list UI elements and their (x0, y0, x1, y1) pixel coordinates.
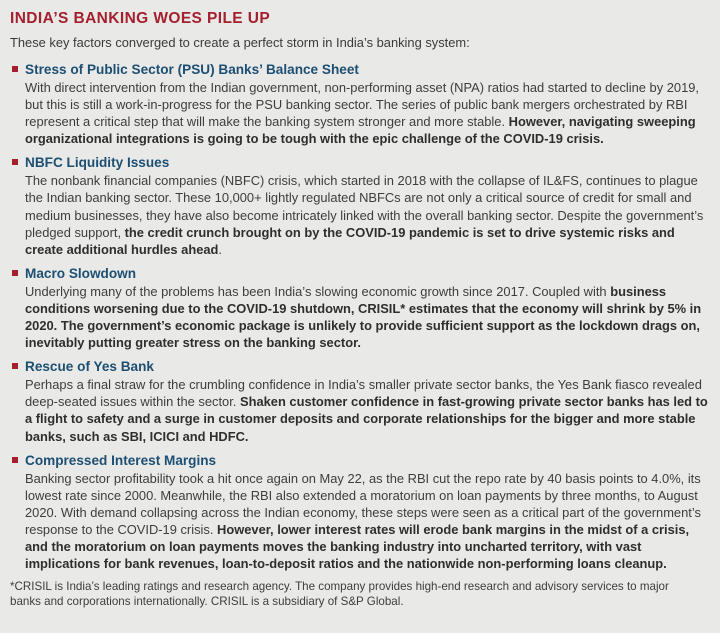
section-heading: Compressed Interest Margins (25, 452, 217, 468)
square-bullet-icon (12, 457, 18, 463)
section-body-emphasis: Shaken customer confidence in fast-growing private sector banks has led to a flight to safety and a surge in customer deposits and corporate relationships for the bigger and more stable banks, such as SBI, ICICI and HDFC. (25, 394, 708, 444)
square-bullet-icon (12, 270, 18, 276)
section-body (25, 376, 710, 444)
section-body-text: Banking sector profitability took a hit once again on May 22, as the RBI cut the repo rate by 40 basis points to 4.0%, its lowest rate since 2000. Meanwhile, the RBI also extended a moratorium on loan payments by three months, to August 2020. With demand collapsing across the Indian economy, these steps were seen as a critical part of the government’s response to the COVID-19 crisis. (25, 470, 701, 537)
section-psu-balance-sheet (10, 61, 710, 147)
section-body-emphasis: However, lower interest rates will erode bank margins in the midst of a crisis, and the moratorium on loan payments moves the banking industry into uncharted territory, with vast implications for bank revenues, loan-to-deposit ratios and the nationwide non-performing loans cleanup. (25, 521, 690, 572)
section-body-text: Underlying many of the problems has been India’s slowing economic growth since 2017. Coupled with (25, 283, 607, 299)
section-body (25, 172, 710, 257)
square-bullet-icon (12, 159, 18, 165)
section-nbfc-liquidity (10, 154, 710, 257)
section-body-text: Perhaps a final straw for the crumbling confidence in India’s smaller private sector banks, the Yes Bank fiasco revealed deep-seated issues within the sector. (25, 377, 702, 410)
section-body-emphasis: the credit crunch brought on by the COVID-19 pandemic is set to drive systemic risks and create additional hurdles ahead (25, 224, 675, 257)
section-body (25, 283, 710, 351)
square-bullet-icon (12, 66, 18, 72)
section-body-emphasis: business conditions worsening due to the COVID-19 shutdown, CRISIL* estimates that the economy will shrink by 5% in 2020. The government’s economic package is unlikely to provide sufficient support as the lockdown drags on, inevitably putting greater stress on the banking sector. (25, 283, 702, 351)
section-heading: NBFC Liquidity Issues (25, 155, 170, 171)
square-bullet-icon (12, 363, 18, 369)
infobox-title: INDIA’S BANKING WOES PILE UP (10, 10, 271, 27)
intro-text: These key factors converged to create a perfect storm in India’s banking system: (10, 35, 470, 50)
section-heading: Macro Slowdown (25, 265, 137, 281)
section-heading: Rescue of Yes Bank (25, 359, 154, 375)
section-interest-margins (10, 452, 710, 573)
section-body (25, 470, 710, 573)
section-yes-bank-rescue (10, 358, 710, 444)
footnote: *CRISIL is India’s leading ratings and research agency. The company provides high-end research and advisory services to major banks and corporations internationally. CRISIL is a subsidiary of S&P Global. (10, 580, 669, 609)
section-body-text: With direct intervention from the Indian government, non-performing asset (NPA) ratios had started to decline by 2019, but this is still a work-in-progress for the PSU banking sector. The series of public bank mergers orchestrated by RBI represent a critical step that will make the banking system stronger and more stable. (25, 80, 699, 130)
section-macro-slowdown (10, 265, 710, 351)
section-body (25, 79, 710, 147)
section-body-emphasis: However, navigating sweeping organizational integrations is going to be tough with the epic challenge of the COVID-19 crisis. (25, 114, 696, 147)
section-body-tail: . (218, 241, 223, 257)
section-body-text: The nonbank financial companies (NBFC) crisis, which started in 2018 with the collapse of IL&FS, continues to plague the Indian banking sector. These 10,000+ lightly regulated NBFCs are not only a critical source of credit for small and medium businesses, they have also become intricately linked with the overall banking sector. Despite the government’s pledged support, (25, 173, 704, 240)
section-heading: Stress of Public Sector (PSU) Banks’ Balance Sheet (25, 62, 359, 77)
